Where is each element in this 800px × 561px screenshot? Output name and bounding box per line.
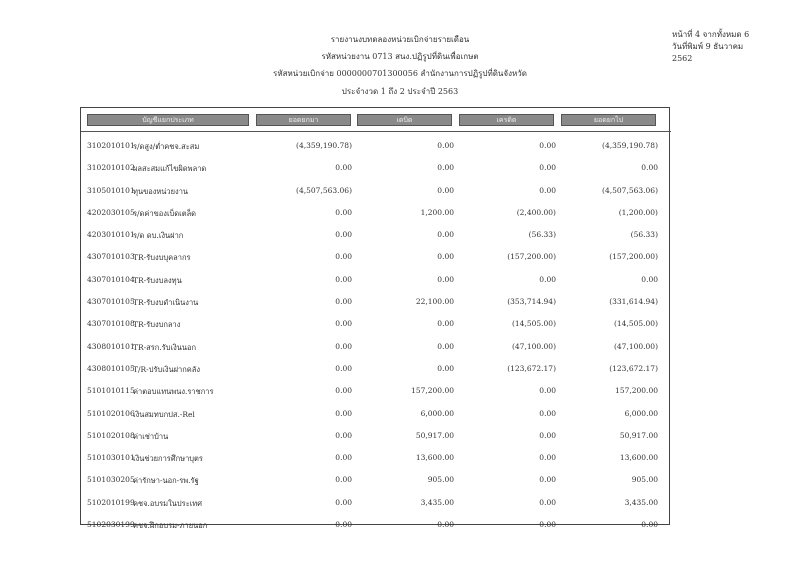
beginning-balance-cell: 0.00 bbox=[335, 363, 352, 373]
period-line: ประจำงวด 1 ถึง 2 ประจำปี 2563 bbox=[341, 87, 459, 96]
credit-cell: (123,672.17) bbox=[507, 363, 556, 373]
table-row bbox=[81, 221, 669, 243]
credit-cell: (2,400.00) bbox=[516, 207, 556, 217]
credit-cell: 0.00 bbox=[539, 453, 556, 463]
table-row bbox=[81, 511, 669, 533]
table-row bbox=[81, 288, 669, 310]
beginning-balance-cell: (4,507,563.06) bbox=[296, 185, 352, 195]
credit-cell: (14,505.00) bbox=[511, 319, 556, 329]
account-name: ทุนของหน่วยงาน bbox=[133, 186, 189, 196]
ending-balance-cell: (4,359,190.78) bbox=[602, 141, 658, 150]
account-code: 4308010105 bbox=[87, 363, 135, 373]
account-code: 4307010105 bbox=[87, 297, 135, 307]
debit-cell: 0.00 bbox=[437, 274, 454, 284]
account-name: ค่ารักษา-นอก-รพ.รัฐ bbox=[133, 476, 199, 486]
credit-cell: (157,200.00) bbox=[507, 252, 556, 262]
table-header bbox=[81, 108, 671, 132]
account-name: ค่าเช่าบ้าน bbox=[133, 431, 169, 441]
credit-cell: 0.00 bbox=[539, 274, 556, 284]
debit-cell: 0.00 bbox=[437, 319, 454, 329]
debit-cell: 1,200.00 bbox=[420, 207, 454, 217]
ending-balance-cell: (157,200.00) bbox=[609, 252, 658, 262]
beginning-balance-cell: 0.00 bbox=[335, 386, 352, 396]
ending-balance-cell: 50,917.00 bbox=[619, 430, 658, 440]
account-name: ร/ด ดบ.เงินฝาก bbox=[133, 231, 184, 241]
account-code: 3105010101 bbox=[87, 185, 135, 195]
credit-cell: 0.00 bbox=[539, 163, 556, 173]
ending-balance-cell: 0.00 bbox=[641, 274, 658, 284]
account-name: คชจ.อบรมในประเทศ bbox=[133, 498, 202, 508]
account-code: 4307010108 bbox=[87, 319, 135, 329]
account-name: คชจ.ฝึกอบรม-ภายนอก bbox=[133, 521, 208, 531]
ending-balance-cell: (1,200.00) bbox=[618, 207, 658, 217]
ending-balance-cell: (4,507,563.06) bbox=[602, 185, 658, 195]
account-code: 4203010101 bbox=[87, 230, 135, 240]
column-header-account: บัญชีแยกประเภท bbox=[87, 114, 249, 126]
debit-cell: 0.00 bbox=[437, 141, 454, 150]
account-name: T/R-ปรับเงินฝากคลัง bbox=[133, 364, 201, 374]
ending-balance-cell: (56.33) bbox=[630, 230, 658, 240]
credit-cell: 0.00 bbox=[539, 430, 556, 440]
beginning-balance-cell: 0.00 bbox=[335, 297, 352, 307]
ending-balance-cell: 905.00 bbox=[631, 475, 658, 485]
beginning-balance-cell: 0.00 bbox=[335, 475, 352, 485]
ending-balance-cell: (123,672.17) bbox=[609, 363, 658, 373]
print-date: วันที่พิมพ์ 9 ธันวาคม 2562 bbox=[672, 42, 744, 63]
account-name: ผลสะสมแก้ไขผิดพลาด bbox=[133, 164, 207, 174]
debit-cell: 0.00 bbox=[437, 363, 454, 373]
account-name: TR-รับงบดำเนินงาน bbox=[133, 298, 199, 308]
debit-cell: 13,600.00 bbox=[415, 453, 454, 463]
account-name: TR-รับงบบุคลากร bbox=[133, 253, 191, 263]
debit-cell: 3,435.00 bbox=[420, 497, 454, 507]
agency-code-line: รหัสหน่วยงาน 0713 สนง.ปฏิรูปที่ดินเพื่อเกษต bbox=[321, 52, 479, 61]
beginning-balance-cell: (4,359,190.78) bbox=[296, 141, 352, 150]
beginning-balance-cell: 0.00 bbox=[335, 430, 352, 440]
ending-balance-cell: 0.00 bbox=[641, 163, 658, 173]
credit-cell: (56.33) bbox=[528, 230, 556, 240]
account-code: 5102010199 bbox=[87, 497, 135, 507]
account-code: 3102010102 bbox=[87, 163, 135, 173]
account-name: TR-รับงบลงทุน bbox=[133, 275, 182, 285]
debit-cell: 0.00 bbox=[437, 520, 454, 530]
ending-balance-cell: (14,505.00) bbox=[613, 319, 658, 329]
beginning-balance-cell: 0.00 bbox=[335, 207, 352, 217]
table-row bbox=[81, 154, 669, 176]
ending-balance-cell: 0.00 bbox=[641, 520, 658, 530]
credit-cell: 0.00 bbox=[539, 497, 556, 507]
debit-cell: 157,200.00 bbox=[411, 386, 454, 396]
credit-cell: (353,714.94) bbox=[507, 297, 556, 307]
account-code: 4308010101 bbox=[87, 341, 135, 351]
account-code: 4202030105 bbox=[87, 207, 135, 217]
table-row bbox=[81, 466, 669, 488]
table-row bbox=[81, 355, 669, 377]
beginning-balance-cell: 0.00 bbox=[335, 453, 352, 463]
table-row bbox=[81, 243, 669, 265]
account-name: TR-รับงบกลาง bbox=[133, 320, 181, 330]
credit-cell: 0.00 bbox=[539, 408, 556, 418]
account-code: 5101010115 bbox=[87, 386, 135, 396]
column-header-beginning-balance: ยอดยกมา bbox=[256, 114, 351, 126]
account-name: เงินสมทบกปส.-Rel bbox=[133, 409, 195, 419]
account-name: เงินช่วยการศึกษาบุตร bbox=[133, 454, 203, 464]
beginning-balance-cell: 0.00 bbox=[335, 341, 352, 351]
debit-cell: 22,100.00 bbox=[415, 297, 454, 307]
credit-cell: 0.00 bbox=[539, 386, 556, 396]
table-row bbox=[81, 132, 669, 154]
ending-balance-cell: (47,100.00) bbox=[613, 341, 658, 351]
ending-balance-cell: 3,435.00 bbox=[624, 497, 658, 507]
debit-cell: 0.00 bbox=[437, 341, 454, 351]
beginning-balance-cell: 0.00 bbox=[335, 163, 352, 173]
debit-cell: 0.00 bbox=[437, 163, 454, 173]
report-title: รายงานงบทดลองหน่วยเบิกจ่ายรายเดือน bbox=[330, 35, 470, 44]
credit-cell: 0.00 bbox=[539, 520, 556, 530]
ending-balance-cell: 13,600.00 bbox=[619, 453, 658, 463]
table-body bbox=[81, 132, 669, 533]
account-code: 4307010103 bbox=[87, 252, 135, 262]
credit-cell: 0.00 bbox=[539, 475, 556, 485]
trial-balance-table bbox=[80, 107, 670, 531]
beginning-balance-cell: 0.00 bbox=[335, 230, 352, 240]
beginning-balance-cell: 0.00 bbox=[335, 252, 352, 262]
account-code: 5101030205 bbox=[87, 475, 135, 485]
beginning-balance-cell: 0.00 bbox=[335, 408, 352, 418]
debit-cell: 0.00 bbox=[437, 230, 454, 240]
table-row bbox=[81, 489, 669, 511]
account-code: 5102030199 bbox=[87, 520, 135, 530]
debit-cell: 905.00 bbox=[427, 475, 454, 485]
column-header-ending-balance: ยอดยกไป bbox=[561, 114, 656, 126]
account-code: 5101030101 bbox=[87, 453, 135, 463]
page-info bbox=[672, 29, 762, 65]
ending-balance-cell: 6,000.00 bbox=[624, 408, 658, 418]
ending-balance-cell: 157,200.00 bbox=[615, 386, 658, 396]
report-header bbox=[0, 0, 800, 100]
ending-balance-cell: (331,614.94) bbox=[609, 297, 658, 307]
account-name: TR-สรก.รับเงินนอก bbox=[133, 342, 197, 352]
disbursement-unit-line: รหัสหน่วยเบิกจ่าย 0000000701300056 สำนักงานการปฏิรูปที่ดินจังหวัด bbox=[273, 69, 527, 78]
debit-cell: 6,000.00 bbox=[420, 408, 454, 418]
page-number: หน้าที่ 4 จากทั้งหมด 6 bbox=[672, 30, 750, 39]
table-row bbox=[81, 377, 669, 399]
table-row bbox=[81, 422, 669, 444]
table-row bbox=[81, 400, 669, 422]
debit-cell: 50,917.00 bbox=[415, 430, 454, 440]
account-name: ค่าตอบแทนพนง.ราชการ bbox=[133, 387, 214, 397]
beginning-balance-cell: 0.00 bbox=[335, 274, 352, 284]
table-row bbox=[81, 177, 669, 199]
table-row bbox=[81, 310, 669, 332]
account-code: 5101020106 bbox=[87, 408, 135, 418]
table-row bbox=[81, 199, 669, 221]
account-name: ร/ดค่าของเบ็ดเตล็ด bbox=[133, 208, 197, 218]
column-header-debit: เดบิต bbox=[357, 114, 452, 126]
account-name: ร/ดสูง/ต่ำคชจ.สะสม bbox=[133, 142, 200, 151]
beginning-balance-cell: 0.00 bbox=[335, 497, 352, 507]
beginning-balance-cell: 0.00 bbox=[335, 520, 352, 530]
credit-cell: 0.00 bbox=[539, 141, 556, 150]
beginning-balance-cell: 0.00 bbox=[335, 319, 352, 329]
table-row bbox=[81, 266, 669, 288]
debit-cell: 0.00 bbox=[437, 185, 454, 195]
account-code: 3102010101 bbox=[87, 141, 135, 150]
account-code: 5101020108 bbox=[87, 430, 135, 440]
credit-cell: (47,100.00) bbox=[511, 341, 556, 351]
column-header-credit: เครดิต bbox=[459, 114, 554, 126]
table-row bbox=[81, 444, 669, 466]
debit-cell: 0.00 bbox=[437, 252, 454, 262]
table-row bbox=[81, 333, 669, 355]
account-code: 4307010104 bbox=[87, 274, 135, 284]
credit-cell: 0.00 bbox=[539, 185, 556, 195]
